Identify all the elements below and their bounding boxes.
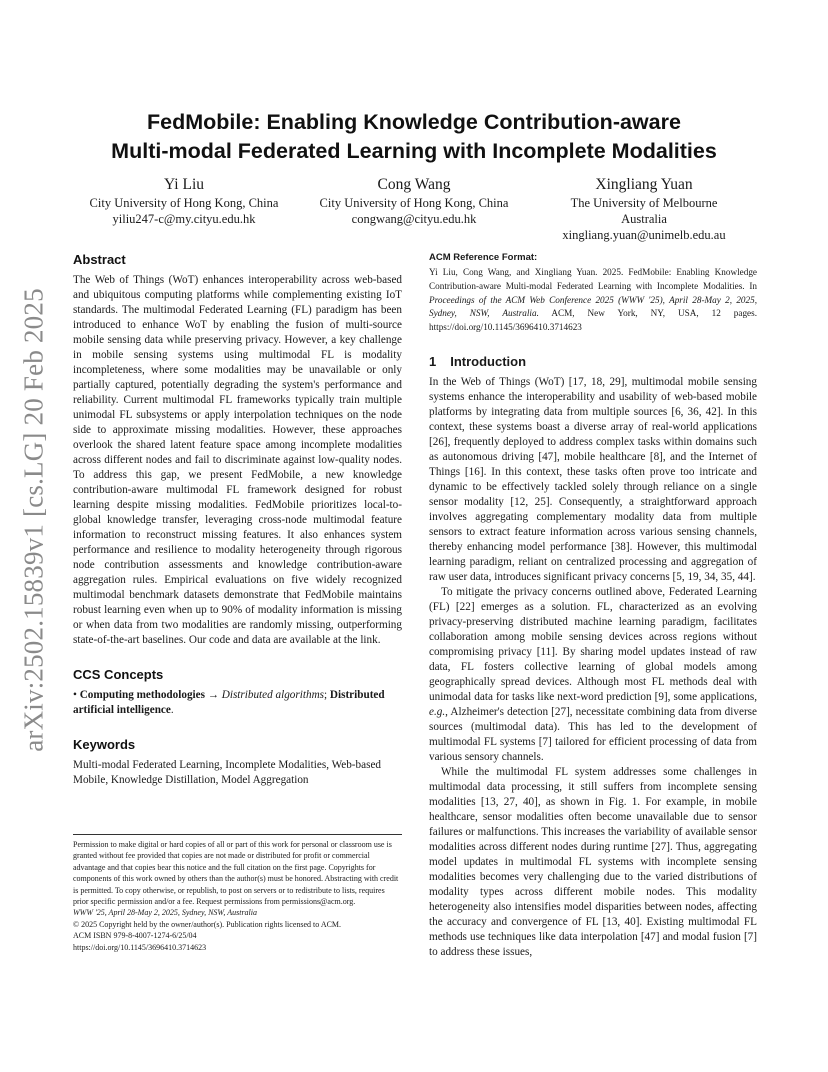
section-title: Introduction	[450, 353, 527, 369]
author-name: Xingliang Yuan	[595, 176, 693, 193]
intro-paragraph-2	[429, 585, 757, 765]
permission-notice: Permission to make digital or hard copies of all or part of this work for personal or classroom use is granted without fee provided that copies are not made or distributed for profit or commercial advantage and that copies bear this notice and the full citation on the first page. Copyrights for components of this work owned by others than the author(s) must be honored. Abstracting with credit is permitted. To copy otherwise, or republish, to post on servers or to redistribute to lists, requires prior specific permission and/or a fee. Request permissions from permissions@acm.org.	[73, 840, 399, 907]
author-email: yiliu247-c@my.cityu.edu.hk	[112, 212, 256, 226]
author-block-1	[73, 175, 295, 227]
acm-reference-part-1: Yi Liu, Cong Wang, and Xingliang Yuan. 2025. FedMobile: Enabling Knowledge Contribution-aware Multi-modal Federated Learning with Incomplete Modalities. In	[429, 267, 757, 291]
copyright-footnote	[73, 834, 402, 953]
intro-paragraph-1: In the Web of Things (WoT) [17, 18, 29], multimodal mobile sensing systems enhance the interoperability and usability of web-based mobile platforms by integrating data from multiple sources [6, 36, 42]. In this context, these systems boast a diverse array of real-world applications [26], frequently deployed to address complex tasks within domains such as autonomous driving [47], mobile healthcare [8], and the Internet of Things [16]. In this context, these tasks often prove too intricate and dynamic to be effectively tackled solely through reliance on a single sensor modality [12, 25]. Consequently, a straightforward approach involves aggregating complementary modality data from multiple sensors to extract feature information across various sensing channels, thereby enhancing model performance [38]. However, this multimodal learning paradigm, reliant on centralized processing and aggregation of raw user data, introduces significant privacy concerns [5, 19, 34, 35, 44].	[429, 375, 757, 583]
keywords-heading: Keywords	[73, 737, 136, 752]
isbn-line: ACM ISBN 979-8-4007-1274-6/25/04	[73, 931, 197, 941]
author-block-2	[303, 175, 525, 227]
right-column	[429, 252, 757, 960]
doi-line: https://doi.org/10.1145/3696410.3714623	[73, 942, 207, 952]
ccs-separator: ;	[324, 689, 330, 701]
ccs-heading: CCS Concepts	[73, 667, 164, 682]
title-line-1: FedMobile: Enabling Knowledge Contribution-aware	[147, 110, 681, 134]
author-name: Yi Liu	[163, 176, 205, 193]
venue-line: WWW '25, April 28-May 2, 2025, Sydney, NSW, Australia	[73, 908, 257, 918]
acm-reference-part-2: ACM, New York, NY, USA, 12 pages. https://doi.org/10.1145/3696410.3714623	[429, 308, 757, 333]
author-affiliation: City University of Hong Kong, China	[89, 196, 279, 210]
intro-p2-part-b: , Alzheimer's detection [27], necessitate combining data from diverse sources (multimodal data). This has led to the development of multimodal FL systems [7] tailored for efficient processing of data from various sensory channels.	[429, 705, 757, 763]
author-affiliation: City University of Hong Kong, China	[319, 196, 509, 210]
author-email: xingliang.yuan@unimelb.edu.au	[562, 228, 726, 242]
author-affiliation: The University of Melbourne	[570, 196, 718, 210]
author-name: Cong Wang	[377, 176, 451, 193]
ccs-term-3: Distributed artificial intelligence	[73, 689, 385, 716]
author-email: congwang@cityu.edu.hk	[351, 212, 477, 226]
arxiv-id-text: arXiv:2502.15839v1 [cs.LG] 20 Feb 2025	[18, 288, 49, 752]
keywords-text: Multi-modal Federated Learning, Incomplete Modalities, Web-based Mobile, Knowledge Distillation, Model Aggregation	[73, 759, 382, 786]
introduction-heading	[429, 354, 757, 369]
ccs-term-2: Distributed algorithms	[221, 689, 324, 701]
abstract-heading: Abstract	[73, 252, 126, 267]
copyright-line: © 2025 Copyright held by the owner/author(s). Publication rights licensed to ACM.	[73, 919, 342, 929]
left-column	[73, 252, 402, 788]
paper-title	[70, 108, 758, 166]
acm-reference-text	[429, 266, 757, 335]
title-line-2: Multi-modal Federated Learning with Incomplete Modalities	[111, 139, 717, 163]
acm-reference-heading: ACM Reference Format:	[429, 252, 538, 263]
intro-p2-eg: e.g.	[429, 705, 446, 718]
author-block-3	[533, 175, 755, 243]
acm-reference-proceedings: Proceedings of the ACM Web Conference 2025 (WWW '25), April 28-May 2, 2025, Sydney, NSW, Australia.	[429, 294, 757, 319]
ccs-bullet: •	[73, 689, 77, 701]
arxiv-sidebar-stamp	[14, 280, 54, 760]
section-number: 1	[429, 353, 437, 369]
abstract-text: The Web of Things (WoT) enhances interoperability across web-based and ubiquitous computing platforms while complementing existing IoT standards. The multimodal Federated Learning (FL) paradigm has been introduced to enhance WoT by enabling the fusion of multi-source mobile sensing data while preserving privacy. However, a key challenge in mobile sensing systems using multimodal FL is modality incompleteness, where some modalities may be unavailable or only partially captured, potentially degrading the system's performance and reliability. Current multimodal FL frameworks typically train multiple unimodal FL subsystems or apply interpolation techniques on the node side to approximate missing modalities. However, these approaches overlook the shared latent feature space among incomplete modalities across different nodes and fail to discriminate against low-quality nodes. To address this gap, we present FedMobile, a new knowledge contribution-aware multimodal FL framework designed for robust learning despite missing modalities. FedMobile prioritizes local-to-global knowledge transfer, leveraging cross-node multimodal feature information to reconstruct missing features. It also enhances system performance and resilience to modality heterogeneity through rigorous node contribution assessments and knowledge contribution-aware aggregation rules. Empirical evaluations on five widely recognized multimodal benchmark datasets demonstrate that FedMobile maintains robust learning even when up to 90% of modality information is missing or when data from two modalities are randomly missing, outperforming state-of-the-art baselines. Our code and data are available at the link.	[73, 274, 402, 646]
intro-paragraph-3: While the multimodal FL system addresses some challenges in multimodal data processing, it still suffers from incomplete sensing modalities [13, 27, 40], as shown in Fig. 1. For example, in mobile healthcare, sensor modalities often become unavailable due to sensor failures or malfunctions. This increases the variability of available sensor modalities across different nodes during runtime [27]. Thus, aggregating model updates in multimodal FL systems with incomplete sensing modalities becomes very challenging due to the varied distributions of modality types across different mobile nodes. This modality heterogeneity also intensifies model disparities between nodes, affecting the accuracy and convergence of FL [13, 40]. Existing multimodal FL methods use techniques like data interpolation [47] and modal fusion [7] to address these issues,	[429, 765, 757, 958]
ccs-concepts-text	[73, 688, 402, 718]
ccs-arrow: →	[204, 689, 222, 701]
intro-p2-part-a: To mitigate the privacy concerns outlined above, Federated Learning (FL) [22] emerges as a solution. FL, characterized as an evolving privacy-preserving distributed machine learning paradigm, facilitates collaboration among mobile sensing devices across regions without compromising privacy [11]. By sharing model updates instead of raw data, FL fosters collective learning of global models among geographically spread devices. Although most FL methods deal with unimodal data for tasks like next-word prediction [9], some applications,	[429, 585, 757, 703]
ccs-end: .	[170, 704, 174, 716]
ccs-term-1: Computing methodologies	[79, 689, 205, 701]
author-country: Australia	[621, 212, 667, 226]
